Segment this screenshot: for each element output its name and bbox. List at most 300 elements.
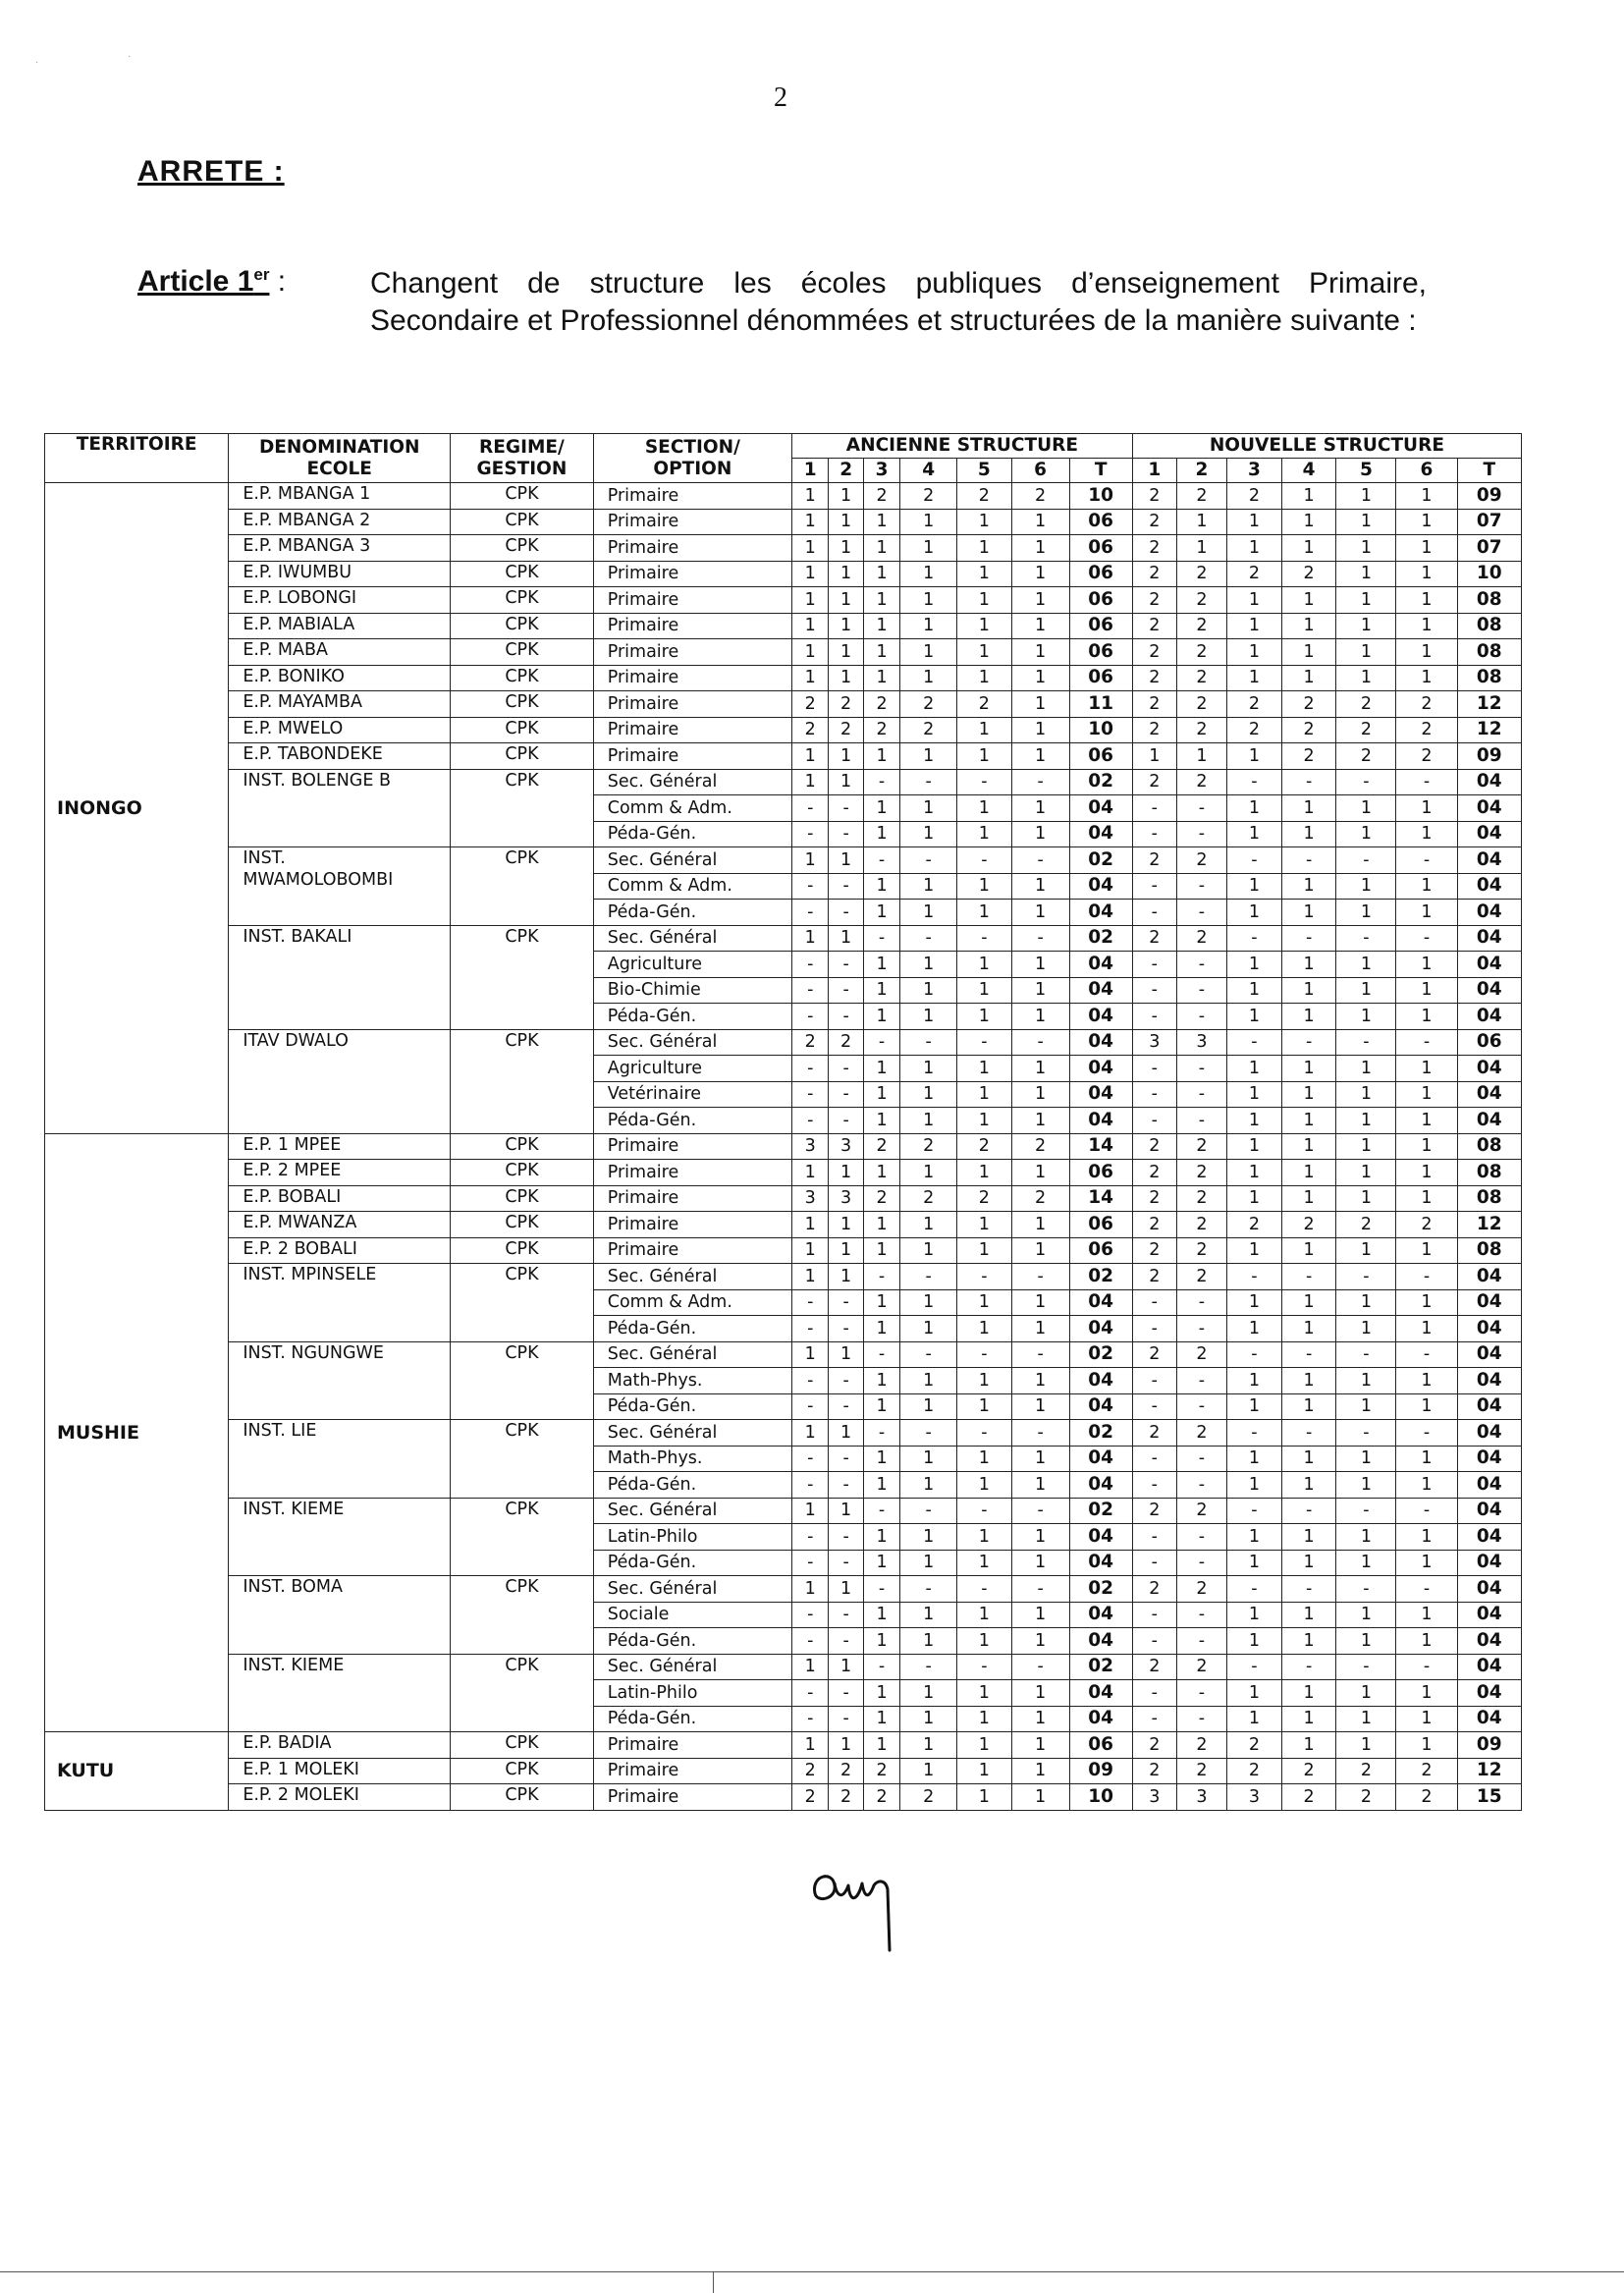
new-year-cell: 2 xyxy=(1396,743,1457,770)
old-total-cell: 02 xyxy=(1069,1654,1132,1680)
old-year-cell: 2 xyxy=(863,1758,899,1784)
old-year-cell: 1 xyxy=(863,821,899,847)
section-cell: Péda-Gén. xyxy=(593,1108,791,1134)
old-year-cell: - xyxy=(829,1524,863,1551)
table-row xyxy=(45,1160,1522,1186)
new-year-cell: - xyxy=(1176,873,1226,900)
old-year-cell: 1 xyxy=(957,795,1012,822)
old-year-cell: 1 xyxy=(863,1081,899,1108)
old-year-cell: 1 xyxy=(900,1316,957,1342)
new-year-cell: 2 xyxy=(1132,1420,1176,1447)
old-year-cell: 2 xyxy=(863,483,899,510)
old-year-cell: 1 xyxy=(1011,1550,1069,1576)
old-total-cell: 02 xyxy=(1069,1576,1132,1603)
old-year-cell: - xyxy=(957,1029,1012,1056)
old-total-cell: 04 xyxy=(1069,1316,1132,1342)
old-year-cell: 1 xyxy=(792,1237,829,1264)
old-year-cell: - xyxy=(792,821,829,847)
regime-cell: CPK xyxy=(451,691,594,718)
old-year-cell: 1 xyxy=(957,977,1012,1004)
new-total-cell: 08 xyxy=(1457,665,1521,691)
new-year-cell: 1 xyxy=(1336,535,1396,562)
new-year-cell: 2 xyxy=(1176,1341,1226,1368)
new-year-cell: 2 xyxy=(1132,665,1176,691)
new-total-cell: 04 xyxy=(1457,1056,1521,1082)
new-year-cell: - xyxy=(1396,1498,1457,1524)
old-total-cell: 04 xyxy=(1069,1706,1132,1732)
old-year-cell: - xyxy=(900,1654,957,1680)
old-total-cell: 04 xyxy=(1069,1108,1132,1134)
new-year-cell: - xyxy=(1176,952,1226,978)
old-total-cell: 06 xyxy=(1069,535,1132,562)
new-year-cell: 1 xyxy=(1227,665,1282,691)
old-year-cell: 1 xyxy=(792,509,829,535)
new-total-cell: 04 xyxy=(1457,1628,1521,1655)
new-year-cell: - xyxy=(1132,1056,1176,1082)
new-year-cell: - xyxy=(1281,1654,1336,1680)
old-year-cell: 1 xyxy=(863,743,899,770)
old-year-cell: 1 xyxy=(863,1212,899,1238)
old-year-cell: - xyxy=(1011,1341,1069,1368)
new-total-cell: 04 xyxy=(1457,1680,1521,1707)
old-year-cell: 1 xyxy=(792,613,829,639)
old-total-cell: 06 xyxy=(1069,1212,1132,1238)
old-year-cell: 1 xyxy=(1011,1628,1069,1655)
new-year-cell: 1 xyxy=(1396,1237,1457,1264)
new-year-cell: 1 xyxy=(1227,1524,1282,1551)
old-year-cell: 1 xyxy=(1011,1056,1069,1082)
new-year-cell: 1 xyxy=(1336,821,1396,847)
old-year-cell: 2 xyxy=(863,1784,899,1811)
old-year-cell: - xyxy=(829,1316,863,1342)
old-year-cell: 2 xyxy=(792,1029,829,1056)
new-year-cell: - xyxy=(1227,769,1282,795)
old-year-cell: 1 xyxy=(1011,1446,1069,1472)
new-year-cell: 1 xyxy=(1227,1472,1282,1499)
new-year-cell: - xyxy=(1396,1654,1457,1680)
new-year-cell: 2 xyxy=(1227,691,1282,718)
old-year-cell: 1 xyxy=(829,1732,863,1759)
regime-cell: CPK xyxy=(451,1212,594,1238)
old-year-cell: 1 xyxy=(900,535,957,562)
denomination-cell: E.P. BADIA xyxy=(229,1732,451,1759)
new-year-cell: - xyxy=(1132,1680,1176,1707)
section-cell: Sec. Général xyxy=(593,1576,791,1603)
regime-cell: CPK xyxy=(451,509,594,535)
new-total-cell: 04 xyxy=(1457,1004,1521,1030)
new-year-cell: 1 xyxy=(1396,1133,1457,1160)
old-year-cell: 1 xyxy=(863,1160,899,1186)
old-year-cell: 1 xyxy=(863,1628,899,1655)
old-year-cell: 1 xyxy=(1011,509,1069,535)
old-total-cell: 04 xyxy=(1069,873,1132,900)
old-year-cell: 1 xyxy=(1011,717,1069,743)
denomination-cell: INST. BAKALI xyxy=(229,925,451,1029)
old-year-cell: 1 xyxy=(900,873,957,900)
new-year-cell: 1 xyxy=(1336,1289,1396,1316)
table-row xyxy=(45,717,1522,743)
new-year-cell: - xyxy=(1227,1576,1282,1603)
old-year-cell: - xyxy=(792,1368,829,1394)
new-year-cell: 1 xyxy=(1396,1550,1457,1576)
new-year-cell: 1 xyxy=(1336,1316,1396,1342)
old-year-cell: 1 xyxy=(863,639,899,666)
section-cell: Péda-Gén. xyxy=(593,1628,791,1655)
old-year-cell: - xyxy=(863,1654,899,1680)
new-year-cell: 1 xyxy=(1396,561,1457,587)
new-year-cell: 1 xyxy=(1336,900,1396,926)
new-total-cell: 08 xyxy=(1457,639,1521,666)
old-year-cell: 1 xyxy=(792,769,829,795)
old-year-cell: 1 xyxy=(900,1732,957,1759)
new-year-cell: 1 xyxy=(1336,1472,1396,1499)
old-year-cell: 1 xyxy=(829,1420,863,1447)
old-year-cell: 1 xyxy=(863,1602,899,1628)
old-total-cell: 04 xyxy=(1069,952,1132,978)
new-total-cell: 04 xyxy=(1457,1524,1521,1551)
header-ancienne-structure: ANCIENNE STRUCTURE xyxy=(792,434,1133,459)
table-row xyxy=(45,1784,1522,1811)
table-row xyxy=(45,925,1522,952)
new-year-cell: - xyxy=(1336,1654,1396,1680)
subheader-old-col: 1 xyxy=(792,459,829,483)
old-year-cell: - xyxy=(792,1524,829,1551)
new-year-cell: 2 xyxy=(1281,1758,1336,1784)
old-year-cell: 1 xyxy=(900,1056,957,1082)
section-cell: Primaire xyxy=(593,1160,791,1186)
regime-cell: CPK xyxy=(451,665,594,691)
old-year-cell: - xyxy=(792,1680,829,1707)
regime-cell: CPK xyxy=(451,1029,594,1133)
old-year-cell: 1 xyxy=(1011,821,1069,847)
table-row xyxy=(45,1185,1522,1212)
old-total-cell: 04 xyxy=(1069,1368,1132,1394)
old-total-cell: 04 xyxy=(1069,900,1132,926)
section-cell: Sec. Général xyxy=(593,925,791,952)
new-year-cell: 2 xyxy=(1281,561,1336,587)
old-year-cell: 1 xyxy=(829,1264,863,1290)
old-year-cell: 2 xyxy=(900,1185,957,1212)
regime-cell: CPK xyxy=(451,483,594,510)
new-year-cell: 1 xyxy=(1227,1680,1282,1707)
denomination-cell: INST. BOMA xyxy=(229,1576,451,1655)
new-year-cell: 1 xyxy=(1396,1680,1457,1707)
old-year-cell: - xyxy=(829,1472,863,1499)
old-total-cell: 04 xyxy=(1069,821,1132,847)
new-year-cell: 1 xyxy=(1336,509,1396,535)
old-total-cell: 02 xyxy=(1069,1264,1132,1290)
new-year-cell: 1 xyxy=(1396,1732,1457,1759)
new-year-cell: - xyxy=(1227,1341,1282,1368)
old-total-cell: 02 xyxy=(1069,1341,1132,1368)
old-year-cell: 1 xyxy=(1011,1602,1069,1628)
old-total-cell: 04 xyxy=(1069,1680,1132,1707)
new-year-cell: 2 xyxy=(1281,691,1336,718)
new-year-cell: 2 xyxy=(1132,1654,1176,1680)
old-year-cell: - xyxy=(792,873,829,900)
section-cell: Primaire xyxy=(593,691,791,718)
old-total-cell: 02 xyxy=(1069,847,1132,874)
new-year-cell: - xyxy=(1176,795,1226,822)
table-row xyxy=(45,1732,1522,1759)
section-cell: Primaire xyxy=(593,587,791,614)
old-year-cell: 1 xyxy=(863,977,899,1004)
old-year-cell: 1 xyxy=(863,795,899,822)
new-year-cell: - xyxy=(1176,1602,1226,1628)
old-total-cell: 06 xyxy=(1069,665,1132,691)
new-year-cell: 1 xyxy=(1336,1081,1396,1108)
new-year-cell: - xyxy=(1176,1393,1226,1420)
new-total-cell: 08 xyxy=(1457,587,1521,614)
new-year-cell: 1 xyxy=(1281,1133,1336,1160)
old-total-cell: 06 xyxy=(1069,509,1132,535)
new-year-cell: 2 xyxy=(1396,1758,1457,1784)
old-year-cell: 1 xyxy=(900,1472,957,1499)
old-year-cell: - xyxy=(957,1264,1012,1290)
subheader-new-col: 2 xyxy=(1176,459,1226,483)
new-year-cell: 2 xyxy=(1227,1212,1282,1238)
old-year-cell: - xyxy=(829,795,863,822)
new-year-cell: 1 xyxy=(1227,1289,1282,1316)
denomination-cell: E.P. 2 BOBALI xyxy=(229,1237,451,1264)
old-total-cell: 04 xyxy=(1069,1472,1132,1499)
old-year-cell: 2 xyxy=(792,1758,829,1784)
section-cell: Primaire xyxy=(593,1784,791,1811)
new-year-cell: - xyxy=(1336,1341,1396,1368)
old-year-cell: 1 xyxy=(863,1472,899,1499)
subheader-new-col: T xyxy=(1457,459,1521,483)
old-year-cell: 3 xyxy=(792,1185,829,1212)
subheader-new-col: 3 xyxy=(1227,459,1282,483)
old-year-cell: 1 xyxy=(863,873,899,900)
section-cell: Agriculture xyxy=(593,1056,791,1082)
section-cell: Comm & Adm. xyxy=(593,795,791,822)
old-year-cell: 1 xyxy=(957,873,1012,900)
old-year-cell: 1 xyxy=(1011,1758,1069,1784)
regime-cell: CPK xyxy=(451,1758,594,1784)
new-year-cell: 1 xyxy=(1336,1393,1396,1420)
old-year-cell: 2 xyxy=(829,691,863,718)
new-year-cell: 1 xyxy=(1281,1237,1336,1264)
old-total-cell: 04 xyxy=(1069,977,1132,1004)
old-year-cell: 1 xyxy=(1011,795,1069,822)
old-total-cell: 10 xyxy=(1069,1784,1132,1811)
new-year-cell: 1 xyxy=(1281,1680,1336,1707)
old-year-cell: 1 xyxy=(957,665,1012,691)
old-year-cell: 1 xyxy=(863,1524,899,1551)
new-year-cell: 2 xyxy=(1176,613,1226,639)
old-year-cell: 1 xyxy=(1011,1732,1069,1759)
new-year-cell: 1 xyxy=(1281,587,1336,614)
new-year-cell: 2 xyxy=(1132,483,1176,510)
new-year-cell: 1 xyxy=(1336,1602,1396,1628)
new-year-cell: 1 xyxy=(1281,509,1336,535)
old-year-cell: 1 xyxy=(829,639,863,666)
subheader-old-col: 4 xyxy=(900,459,957,483)
new-total-cell: 12 xyxy=(1457,691,1521,718)
old-year-cell: - xyxy=(900,1576,957,1603)
new-year-cell: 3 xyxy=(1132,1784,1176,1811)
new-year-cell: - xyxy=(1132,1706,1176,1732)
section-cell: Péda-Gén. xyxy=(593,1004,791,1030)
new-year-cell: 1 xyxy=(1227,1081,1282,1108)
old-year-cell: 1 xyxy=(957,1706,1012,1732)
new-year-cell: 2 xyxy=(1132,1133,1176,1160)
regime-cell: CPK xyxy=(451,535,594,562)
old-year-cell: - xyxy=(829,1706,863,1732)
new-year-cell: 1 xyxy=(1336,665,1396,691)
old-year-cell: 1 xyxy=(900,1446,957,1472)
old-year-cell: - xyxy=(900,847,957,874)
new-year-cell: - xyxy=(1281,1264,1336,1290)
old-year-cell: 1 xyxy=(1011,977,1069,1004)
new-year-cell: - xyxy=(1281,925,1336,952)
new-year-cell: 1 xyxy=(1336,1524,1396,1551)
old-year-cell: 1 xyxy=(829,483,863,510)
old-year-cell: - xyxy=(792,952,829,978)
new-total-cell: 08 xyxy=(1457,1185,1521,1212)
new-year-cell: - xyxy=(1396,925,1457,952)
old-year-cell: 1 xyxy=(957,1446,1012,1472)
old-year-cell: 2 xyxy=(900,691,957,718)
new-year-cell: 2 xyxy=(1176,1576,1226,1603)
new-year-cell: 2 xyxy=(1176,587,1226,614)
new-total-cell: 04 xyxy=(1457,1576,1521,1603)
new-year-cell: 2 xyxy=(1336,1784,1396,1811)
old-year-cell: 1 xyxy=(792,1341,829,1368)
new-year-cell: 2 xyxy=(1396,717,1457,743)
old-year-cell: 1 xyxy=(792,665,829,691)
old-year-cell: 1 xyxy=(1011,743,1069,770)
regime-cell: CPK xyxy=(451,639,594,666)
old-year-cell: 1 xyxy=(957,1550,1012,1576)
new-year-cell: - xyxy=(1132,1108,1176,1134)
table-row xyxy=(45,1576,1522,1603)
new-year-cell: - xyxy=(1132,1628,1176,1655)
old-year-cell: - xyxy=(863,769,899,795)
new-year-cell: - xyxy=(1132,1550,1176,1576)
section-cell: Sec. Général xyxy=(593,1420,791,1447)
new-year-cell: 2 xyxy=(1176,1420,1226,1447)
new-total-cell: 04 xyxy=(1457,873,1521,900)
old-year-cell: - xyxy=(900,1498,957,1524)
new-year-cell: - xyxy=(1176,1706,1226,1732)
new-year-cell: 1 xyxy=(1132,743,1176,770)
old-year-cell: 1 xyxy=(829,925,863,952)
new-year-cell: 2 xyxy=(1176,1732,1226,1759)
new-year-cell: 1 xyxy=(1396,821,1457,847)
old-total-cell: 04 xyxy=(1069,1524,1132,1551)
new-year-cell: 1 xyxy=(1281,1056,1336,1082)
old-total-cell: 06 xyxy=(1069,587,1132,614)
old-year-cell: 1 xyxy=(1011,1680,1069,1707)
new-year-cell: 2 xyxy=(1132,587,1176,614)
old-year-cell: 1 xyxy=(792,743,829,770)
old-year-cell: - xyxy=(957,1420,1012,1447)
old-year-cell: - xyxy=(792,1602,829,1628)
old-year-cell: 2 xyxy=(863,717,899,743)
new-year-cell: - xyxy=(1132,1316,1176,1342)
old-year-cell: 1 xyxy=(957,1212,1012,1238)
new-year-cell: 2 xyxy=(1176,1133,1226,1160)
subheader-new-col: 4 xyxy=(1281,459,1336,483)
old-year-cell: 1 xyxy=(957,509,1012,535)
old-total-cell: 11 xyxy=(1069,691,1132,718)
section-cell: Primaire xyxy=(593,613,791,639)
old-year-cell: 1 xyxy=(792,483,829,510)
new-year-cell: 1 xyxy=(1336,587,1396,614)
new-year-cell: 2 xyxy=(1176,483,1226,510)
old-year-cell: 1 xyxy=(1011,1706,1069,1732)
old-year-cell: 1 xyxy=(1011,1160,1069,1186)
old-year-cell: 1 xyxy=(900,900,957,926)
header-territoire: TERRITOIRE xyxy=(45,434,229,483)
denomination-cell: E.P. IWUMBU xyxy=(229,561,451,587)
subheader-old-col: T xyxy=(1069,459,1132,483)
old-total-cell: 04 xyxy=(1069,1628,1132,1655)
old-year-cell: - xyxy=(863,1576,899,1603)
old-year-cell: 1 xyxy=(1011,1237,1069,1264)
regime-cell: CPK xyxy=(451,1732,594,1759)
old-year-cell: - xyxy=(792,1108,829,1134)
old-year-cell: 1 xyxy=(829,535,863,562)
new-year-cell: 2 xyxy=(1176,1264,1226,1290)
new-year-cell: 1 xyxy=(1281,1524,1336,1551)
new-year-cell: 1 xyxy=(1281,535,1336,562)
new-year-cell: 1 xyxy=(1227,795,1282,822)
old-total-cell: 06 xyxy=(1069,561,1132,587)
new-year-cell: - xyxy=(1176,1056,1226,1082)
new-year-cell: 2 xyxy=(1336,691,1396,718)
new-year-cell: 1 xyxy=(1336,1108,1396,1134)
denomination-cell xyxy=(229,847,451,926)
new-year-cell: - xyxy=(1132,1368,1176,1394)
old-year-cell: 1 xyxy=(957,1237,1012,1264)
old-year-cell: 1 xyxy=(792,1654,829,1680)
new-year-cell: 1 xyxy=(1336,483,1396,510)
old-year-cell: 1 xyxy=(957,1524,1012,1551)
regime-cell: CPK xyxy=(451,1498,594,1576)
regime-cell: CPK xyxy=(451,847,594,926)
old-year-cell: 1 xyxy=(829,1160,863,1186)
new-year-cell: - xyxy=(1396,1341,1457,1368)
new-year-cell: 1 xyxy=(1396,1081,1457,1108)
new-year-cell: 1 xyxy=(1281,1108,1336,1134)
new-year-cell: 1 xyxy=(1396,1004,1457,1030)
new-year-cell: 1 xyxy=(1396,873,1457,900)
new-year-cell: 2 xyxy=(1132,1341,1176,1368)
old-year-cell: - xyxy=(1011,1264,1069,1290)
new-total-cell: 08 xyxy=(1457,1133,1521,1160)
old-year-cell: 1 xyxy=(957,1368,1012,1394)
old-year-cell: - xyxy=(792,1081,829,1108)
new-year-cell: 1 xyxy=(1396,1393,1457,1420)
territoire-cell: INONGO xyxy=(45,483,229,1134)
new-total-cell: 04 xyxy=(1457,1393,1521,1420)
old-year-cell: 1 xyxy=(900,665,957,691)
old-year-cell: - xyxy=(1011,1498,1069,1524)
old-year-cell: 1 xyxy=(1011,1316,1069,1342)
old-year-cell: - xyxy=(863,1341,899,1368)
new-year-cell: 1 xyxy=(1227,1316,1282,1342)
old-year-cell: 2 xyxy=(957,691,1012,718)
new-year-cell: 2 xyxy=(1132,561,1176,587)
denomination-cell: INST. BOLENGE B xyxy=(229,769,451,847)
old-year-cell: 1 xyxy=(900,613,957,639)
section-cell: Sec. Général xyxy=(593,1264,791,1290)
new-year-cell: 1 xyxy=(1336,1368,1396,1394)
new-year-cell: 1 xyxy=(1281,1706,1336,1732)
